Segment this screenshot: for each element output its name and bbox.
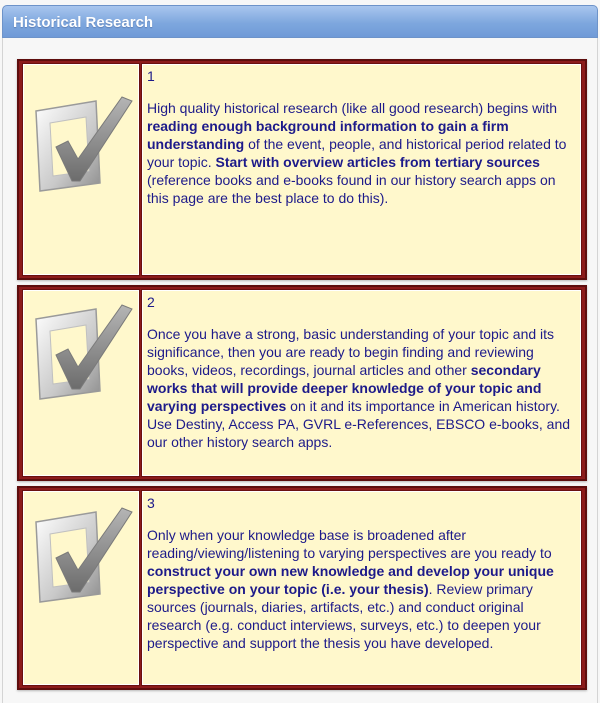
body-text: High quality historical research (like all good research) begins with — [147, 100, 558, 116]
checkmark-box-icon — [26, 498, 138, 610]
body-text: on it and its importance in American history. Use Destiny, Access PA, GVRL e-References, EBSCO e-books, and our other history search apps. — [147, 398, 571, 450]
checkmark-box-icon — [26, 87, 138, 199]
step-number: 2 — [147, 294, 155, 310]
step-card-3 — [17, 486, 587, 690]
step-card-1 — [17, 59, 587, 280]
step-icon-cell — [23, 64, 139, 275]
body-text: Only when your knowledge base is broadened after reading/viewing/listening to varying perspectives are you ready to — [147, 527, 552, 561]
step-text-cell — [142, 64, 581, 275]
emphasis-text: reading enough background information to gain a firm understanding — [147, 118, 509, 152]
checkmark-box-icon — [26, 295, 138, 407]
widget-header — [2, 5, 598, 38]
body-text: (reference books and e-books found in our history search apps on this page are the best place to do this). — [147, 172, 556, 206]
step-text-cell — [142, 491, 581, 685]
step-text-cell — [142, 290, 581, 476]
step-description — [147, 325, 576, 451]
step-number: 3 — [147, 495, 155, 511]
body-text: Once you have a strong, basic understanding of your topic and its significance, then you are ready to begin finding and reviewing books, videos, recordings, journal articles and other — [147, 326, 555, 378]
step-number: 1 — [147, 68, 155, 84]
step-description — [147, 99, 576, 207]
step-description — [147, 526, 576, 652]
emphasis-text: Start with overview articles from tertiary sources — [215, 154, 540, 170]
emphasis-text: secondary works that will provide deeper knowledge of your topic and varying perspectives — [147, 362, 542, 414]
body-text: . Review primary sources (journals, diaries, artifacts, etc.) and conduct original research (e.g. conduct interviews, surveys, etc.) to deepen your perspective and support the thesis you have developed. — [147, 581, 541, 651]
step-card-2 — [17, 285, 587, 481]
body-text: of the event, people, and historical period related to your topic. — [147, 136, 567, 170]
emphasis-text: construct your own new knowledge and develop your unique perspective on your topic (i.e. your thesis) — [147, 563, 554, 597]
step-icon-cell — [23, 491, 139, 685]
widget-body — [2, 38, 598, 703]
step-icon-cell — [23, 290, 139, 476]
widget-title: Historical Research — [13, 14, 154, 31]
